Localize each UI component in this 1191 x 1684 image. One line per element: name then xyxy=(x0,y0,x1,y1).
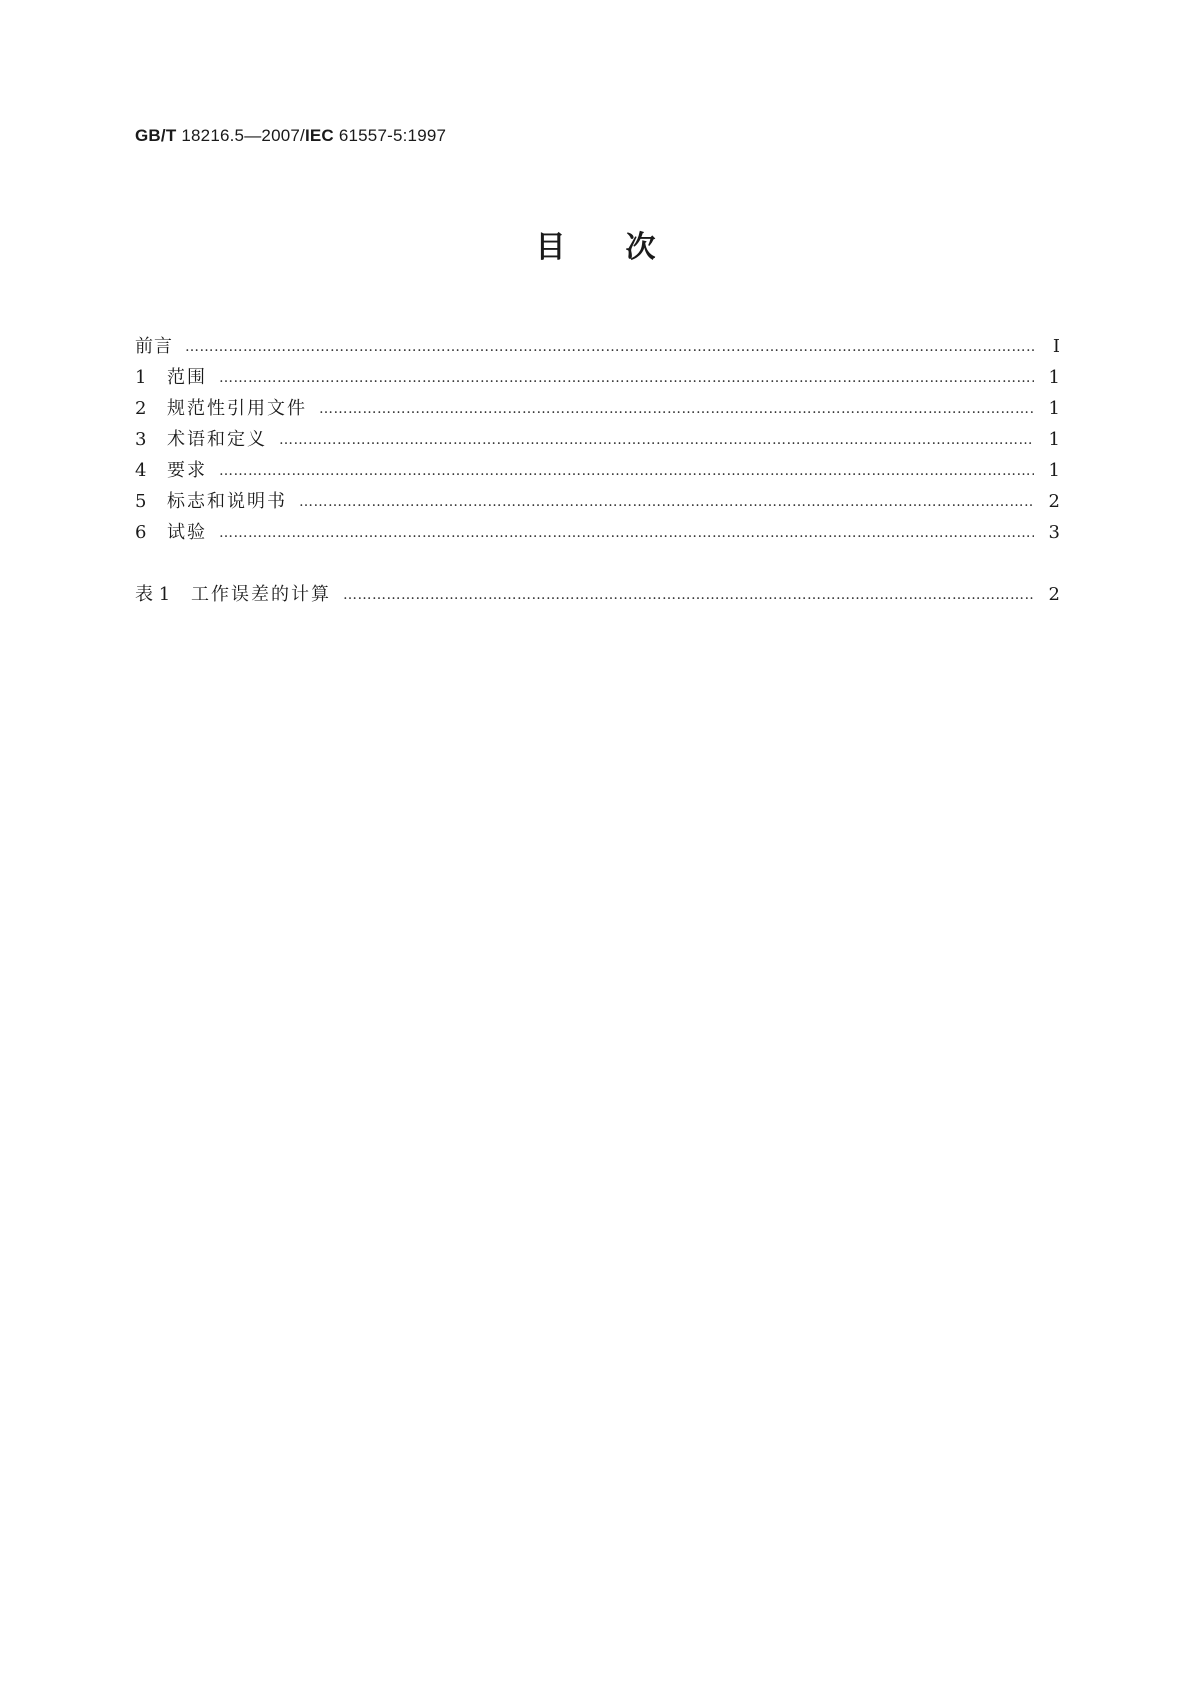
toc-entry-page: 1 xyxy=(1048,429,1060,450)
page-title: 目次 xyxy=(535,230,716,265)
toc-entry-page: 2 xyxy=(1048,584,1060,605)
toc-entry-terms-definitions[interactable] xyxy=(135,420,1060,451)
toc-entry-number: 6 xyxy=(135,522,147,543)
toc-leader-dots xyxy=(219,522,1034,544)
toc-entry-label: 要求 xyxy=(167,460,207,481)
toc-entry-label: 工作误差的计算 xyxy=(191,584,331,605)
standard-prefix: GB/T xyxy=(135,126,177,145)
iec-prefix: IEC xyxy=(304,126,334,145)
toc-entry-marking-instructions[interactable] xyxy=(135,482,1060,513)
toc-entry-page: 2 xyxy=(1048,491,1060,512)
toc-entry-table-1[interactable] xyxy=(135,575,1060,606)
toc-entry-label: 术语和定义 xyxy=(167,429,267,450)
iec-number: 61557-5:1997 xyxy=(338,126,447,145)
toc-entry-number: 2 xyxy=(135,398,147,419)
toc-entry-label: 范围 xyxy=(167,367,207,388)
toc-leader-dots xyxy=(279,429,1034,451)
toc-entry-number: 3 xyxy=(135,429,147,450)
toc-entry-page: 3 xyxy=(1048,522,1060,543)
table-of-contents xyxy=(135,327,1060,606)
toc-leader-dots xyxy=(299,491,1034,513)
toc-entry-page: 1 xyxy=(1048,460,1060,481)
toc-leader-dots xyxy=(319,398,1034,420)
toc-entry-tests[interactable] xyxy=(135,513,1060,544)
toc-leader-dots xyxy=(343,584,1034,606)
toc-entry-label: 试验 xyxy=(167,522,207,543)
toc-entry-label: 标志和说明书 xyxy=(167,491,287,512)
toc-entry-number: 5 xyxy=(135,491,147,512)
toc-entry-number: 1 xyxy=(135,367,147,388)
toc-entry-number: 4 xyxy=(135,460,147,481)
toc-entry-scope[interactable] xyxy=(135,358,1060,389)
toc-entry-normative-references[interactable] xyxy=(135,389,1060,420)
toc-entry-requirements[interactable] xyxy=(135,451,1060,482)
toc-entry-label: 规范性引用文件 xyxy=(167,398,307,419)
toc-leader-dots xyxy=(219,460,1034,482)
toc-entry-page: Ⅰ xyxy=(1052,336,1060,357)
toc-entry-label: 前言 xyxy=(135,336,173,357)
toc-entry-page: 1 xyxy=(1048,367,1060,388)
toc-leader-dots xyxy=(185,336,1034,358)
standard-number: 18216.5—2007/ xyxy=(181,126,305,145)
toc-entry-page: 1 xyxy=(1048,398,1060,419)
toc-table-number: 表 1 xyxy=(135,584,171,605)
toc-entry-foreword[interactable] xyxy=(135,327,1060,358)
standard-header xyxy=(135,126,446,146)
toc-leader-dots xyxy=(219,367,1034,389)
